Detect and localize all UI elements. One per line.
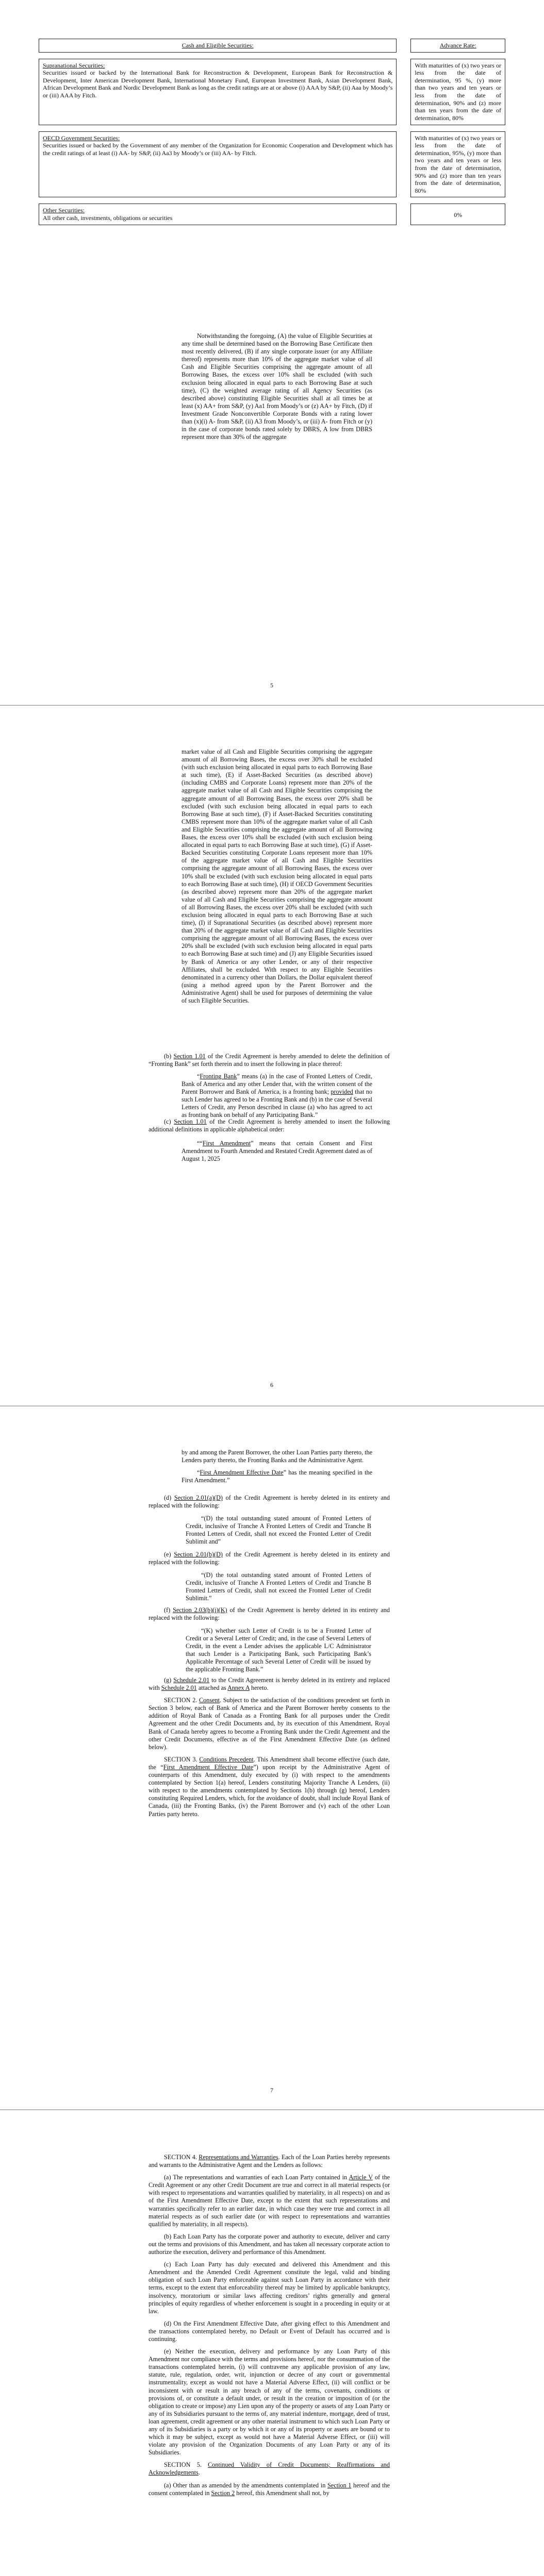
amendment-d-quote: “(D) the total outstanding stated amount of Fronted Letters of Credit, inclusive of Tranche A Fronted Letters of Credit and Tranche B Fronted Letters of Credit, shall not exceed the Fronted Letter of Credit Sublimit and” (186, 1515, 371, 1546)
advance-rate-cell: With maturities of (x) two years or less from the date of determination, 95%, (y) more than two years and ten years or less from the date of determination, 90% and (z) more than ten years from the date of determination, 80% (411, 131, 505, 197)
section-reference: Section 1.01 (173, 1053, 206, 1060)
effective-date-definition: “First Amendment Effective Date” has the meaning specified in the First Amendment.” (182, 1469, 372, 1484)
representation-d: (d) On the First Amendment Effective Date, after giving effect to this Amendment and the transactions contemplated hereby, no Default or Event of Default has occurred and is continuing. (149, 2319, 390, 2343)
notwithstanding-paragraph: Notwithstanding the foregoing, (A) the value of Eligible Securities at any time shall be determined based on the Borrowing Base Certificate then most recently delivered, (B) if any single corporate issuer (or any Affiliate thereof) represents more than 10% of the aggregate market value of all Cash and Eligible Securities comprising the aggregate amount of all Borrowing Bases, the excess over 10% shall be excluded (with such exclusion being allocated in equal parts to each Borrowing Base at such time), (C) the weighted average rating of all Agency Securities (as described above) constituting Eligible Securities shall at all times be at least (x) AA+ from S&P, (y) Aa1 from Moody’s or (z) AA+ by Fitch, (D) if Investment Grade Nonconvertible Corporate Bonds with a rating lower than (x)(i) A- from S&P, (ii) A3 from Moody’s, or (iii) A- from Fitch or (y) in the case of corporate bonds rated solely by DBRS, A low from DBRS represent more than 30% of the aggregate (182, 332, 372, 441)
amendment-c-paragraph: (c) Section 1.01 of the Credit Agreement is hereby amended to insert the following additional definitions in applicable alphabetical order: (149, 1118, 390, 1133)
section-5-heading: SECTION 5. Continued Validity of Credit Documents; Reaffirmations and Acknowledgements. (149, 2461, 390, 2477)
category-description: Securities issued or backed by the Government of any member of the Organization for Economic Cooperation and Development which has the credit ratings of at least (i) AA- by S&P, (ii) Aa3 by Moody’s or (iii) AA- by Fitch. (43, 142, 393, 157)
amendment-g-paragraph: (g) Schedule 2.01 to the Credit Agreement is hereby deleted in its entirety and replaced with Schedule 2.01 attached as Annex A hereto. (149, 1676, 390, 1692)
amendment-e-paragraph: (e) Section 2.01(b)(D) of the Credit Agreement is hereby deleted in its entirety and replaced with the following: (149, 1551, 390, 1566)
representation-a: (a) The representations and warranties of each Loan Party contained in Article V of the Credit Agreement or any other Credit Document are true and correct in all material respects (or with respect to representations and warranties qualified by materiality, in all respects) on and as of the First Amendment Effective Date, except to the extent that such representations and warranties specifically refer to an earlier date, in which case they were true and correct in all material respects as of such earlier date (or with respect to representations and warranties qualified by materiality, in all respects). (149, 2174, 390, 2228)
header-advance-rate: Advance Rate: (411, 39, 505, 53)
annex-reference: Annex A (227, 1684, 250, 1692)
representation-b: (b) Each Loan Party has the corporate power and authority to execute, deliver and carry out the terms and provisions of this Amendment, and has taken all necessary corporate action to authorize the execution, delivery and performance of this Amendment. (149, 2232, 390, 2256)
section-2-consent: SECTION 2. Consent. Subject to the satisfaction of the conditions precedent set forth in Section 3 below, each of Bank of America and the Parent Borrower hereby consents to the addition of Royal Bank of Canada as a Fronting Bank for all purposes under the Credit Agreement and the other Credit Documents and, by its execution of this Amendment, Royal Bank of Canada hereby agrees to become a Fronting Bank under the Credit Agreement and the other Credit Documents, effective as of the First Amendment Effective Date (as defined below). (149, 1697, 390, 1751)
section-reference: Section 2.01(a)(D) (174, 1494, 223, 1501)
section-reference: Section 1.01 (174, 1118, 207, 1125)
page-1 (0, 0, 544, 706)
section-title: Conditions Precedent (199, 1755, 254, 1763)
section-4-representations: SECTION 4. Representations and Warranties. Each of the Loan Parties hereby represents and warrants to the Administrative Agent and the Lenders as follows: (149, 2154, 390, 2169)
table-row (39, 59, 505, 125)
page-number: 5 (270, 682, 273, 689)
category-description: All other cash, investments, obligations or securities (43, 214, 173, 222)
article-reference: Article V (349, 2174, 373, 2181)
first-amendment-definition: ““First Amendment” means that certain Consent and First Amendment to Fourth Amended and Restated Credit Agreement dated as of August 1, 2025 (182, 1140, 372, 1163)
defined-term: Fronting Bank (200, 1073, 237, 1080)
amendment-d-paragraph: (d) Section 2.01(a)(D) of the Credit Agreement is hereby deleted in its entirety and replaced with the following: (149, 1494, 390, 1510)
amendment-f-paragraph: (f) Section 2.03(b)(i)(K) of the Credit Agreement is hereby deleted in its entirety and replaced with the following: (149, 1606, 390, 1622)
schedule-reference: Schedule 2.01 (173, 1676, 210, 1684)
section-reference: Section 2.01(b)(D) (174, 1551, 223, 1558)
category-label: Supranational Securities: (43, 61, 105, 69)
representation-e: (e) Neither the execution, delivery and performance by any Loan Party of this Amendment nor compliance with the terms and provisions hereof, nor the consummation of the transactions contemplated herein, (i) will contravene any applicable provision of any law, statute, rule, regulation, order, writ, injunction or decree of any court or governmental instrumentality, except as would not have a Material Adverse Effect, (ii) will conflict or be inconsistent with or result in any breach of any of the terms, covenants, conditions or provisions of, or constitute a default under, or result in the creation or imposition of (or the obligation to create or impose) any Lien upon any of the property or assets of any Loan Party or any of its Subsidiaries pursuant to the terms of, any material indenture, mortgage, deed of trust, loan agreement, credit agreement or any other material instrument to which such Loan Party or any of its Subsidiaries is a party or by which it or any of its property or assets are bound or to which it may be subject, except as would not have a Material Adverse Effect, or (iii) will violate any provision of the Organization Documents of any Loan Party or any of its Subsidiaries. (149, 2348, 390, 2456)
fronting-bank-definition: “Fronting Bank” means (a) in the case of Fronted Letters of Credit, Bank of America and any other Lender that, with the written consent of the Parent Borrower and Bank of America, is a fronting bank; provided that no such Lender has agreed to be a Fronting Bank and (b) in the case of Several Letters of Credit, any Person described in clause (a) who has agreed to act as fronting bank on behalf of any Participating Bank.” (182, 1073, 372, 1119)
section-reference: Section 2.03(b)(i)(K) (173, 1606, 227, 1614)
defined-term: First Amendment Effective Date (200, 1469, 284, 1477)
section-title: Representations and Warranties (199, 2154, 278, 2161)
first-amendment-continued: by and among the Parent Borrower, the other Loan Parties party thereto, the Lenders party thereto, the Fronting Banks and the Administrative Agent. (182, 1449, 372, 1464)
advance-rate-cell: With maturities of (x) two years or less from the date of determination, 95 %, (y) more than two years and ten years or less from the date of determination, 90% and (z) more than ten years from the date of determination, 80% (411, 59, 505, 125)
table-header-row (39, 39, 505, 53)
section-title: Continued Validity of Credit Documents; Reaffirmations and Acknowledgements (149, 2461, 390, 2477)
category-label: OECD Government Securities: (43, 134, 120, 142)
eligible-securities-table (39, 39, 505, 225)
section-5-a: (a) Other than as amended by the amendments contemplated in Section 1 hereof and the consent contemplated in Section 2 hereof, this Amendment shall not, by (149, 2481, 390, 2497)
amendment-e-quote: “(D) the total outstanding stated amount of Fronted Letters of Credit, inclusive of Tranche A Fronted Letters of Credit and Tranche B Fronted Letters of Credit, shall not exceed the Fronted Letter of Credit Sublimit.” (186, 1571, 371, 1602)
category-label: Other Securities: (43, 207, 85, 214)
advance-rate-cell: 0% (411, 204, 505, 225)
section-title: Consent (199, 1697, 220, 1704)
section-3-conditions: SECTION 3. Conditions Precedent. This Amendment shall become effective (such date, the “First Amendment Effective Date”) upon receipt by the Administrative Agent of counterparts of this Amendment, duly executed by (i) with respect to the amendments contemplated by Section 1(a) hereof, Lenders constituting Majority Tranche A Lenders, (ii) with respect to the amendments contemplated by Sections 1(b) through (g) hereof, Lenders constituting Required Lenders, which, for the avoidance of doubt, shall include Royal Bank of Canada, (iii) the Fronting Banks, (iv) the Parent Borrower and (v) each of the other Loan Parties party hereto. (149, 1755, 390, 1818)
oecd-cell (39, 131, 397, 197)
other-securities-cell (39, 204, 397, 225)
page-2 (0, 706, 544, 1406)
header-cash-eligible: Cash and Eligible Securities: (39, 39, 397, 53)
page-number: 7 (270, 2087, 273, 2094)
page-number: 6 (270, 1381, 273, 1388)
defined-term: First Amendment (202, 1140, 251, 1147)
amendment-f-quote: “(K) whether such Letter of Credit is to be a Fronted Letter of Credit or a Several Letter of Credit; and, in the case of Several Letters of Credit, in the event a Lender advises the applicable L/C Administrator that such Lender is a Participating Bank, such Participating Bank’s Applicable Percentage of such Several Letter of Credit will be issued by the applicable Fronting Bank.” (186, 1627, 371, 1673)
limits-paragraph: market value of all Cash and Eligible Securities comprising the aggregate amount of all Borrowing Bases, the excess over 30% shall be excluded (with such exclusion being allocated in equal parts to each Borrowing Base at such time), (E) if Asset-Backed Securities (as described above) (including CMBS and Corporate Loans) represent more than 20% of the aggregate market value of all Cash and Eligible Securities comprising the aggregate amount of all Borrowing Bases, the excess over 20% shall be excluded (with such exclusion being allocated in equal parts to each Borrowing Base at such time), (F) if Asset-Backed Securities constituting CMBS represent more than 10% of the aggregate market value of all Cash and Eligible Securities comprising the aggregate amount of all Borrowing Bases, the excess over 10% shall be excluded (with such exclusion being allocated in equal parts to each Borrowing Base at such time), (G) if Asset-Backed Securities constituting Corporate Loans represent more than 10% of the aggregate market value of all Cash and Eligible Securities comprising the aggregate amount of all Borrowing Bases, the excess over 10% shall be excluded (with such exclusion being allocated in equal parts to each Borrowing Base at such time), (H) if OECD Government Securities (as described above) represent more than 20% of the aggregate market value of all Cash and Eligible Securities comprising the aggregate amount of all Borrowing Bases, the excess over 20% shall be excluded (with such exclusion being allocated in equal parts to each Borrowing Base at such time), (I) if Supranational Securities (as described above) represent more than 20% of the aggregate market value of all Cash and Eligible Securities comprising the aggregate amount of all Borrowing Bases, the excess over 20% shall be excluded (with such exclusion being allocated in equal parts to each Borrowing Base at such time) and (J) any Eligible Securities issued by Bank of America or any other Lender, or any of their respective Affiliates, shall be excluded. With respect to any Eligible Securities denominated in a currency other than Dollars, the Dollar equivalent thereof (using a method agreed upon by the Parent Borrower and the Administrative Agent) shall be used for purposes of determining the value of such Eligible Securities. (182, 748, 372, 1004)
table-row (39, 131, 505, 197)
amendment-b-paragraph: (b) Section 1.01 of the Credit Agreement is hereby amended to delete the definition of “Fronting Bank” set forth therein and to insert the following in place thereof: (149, 1053, 390, 1068)
supranational-cell (39, 59, 397, 125)
table-row (39, 204, 505, 225)
representation-c: (c) Each Loan Party has duly executed and delivered this Amendment and this Amendment and the Amended Credit Agreement constitute the legal, valid and binding obligation of such Loan Party enforceable against such Loan Party in accordance with their terms, except to the extent that enforceability thereof may be limited by applicable bankruptcy, insolvency, moratorium or similar laws affecting creditors’ rights generally and general principles of equity regardless of whether enforcement is sought in a proceeding in equity or at law. (149, 2261, 390, 2315)
category-description: Securities issued or backed by the International Bank for Reconstruction & Development, European Bank for Reconstruction & Development, Inter American Development Bank, International Monetary Fund, European Investment Bank, Asian Development Bank, African Development Bank and Nordic Development Bank as long as the credit ratings are at or above (i) AAA by S&P, (ii) Aaa by Moody’s or (iii) AAA by Fitch. (43, 69, 393, 99)
page-3 (0, 1406, 544, 2110)
page-4 (0, 2110, 544, 2576)
